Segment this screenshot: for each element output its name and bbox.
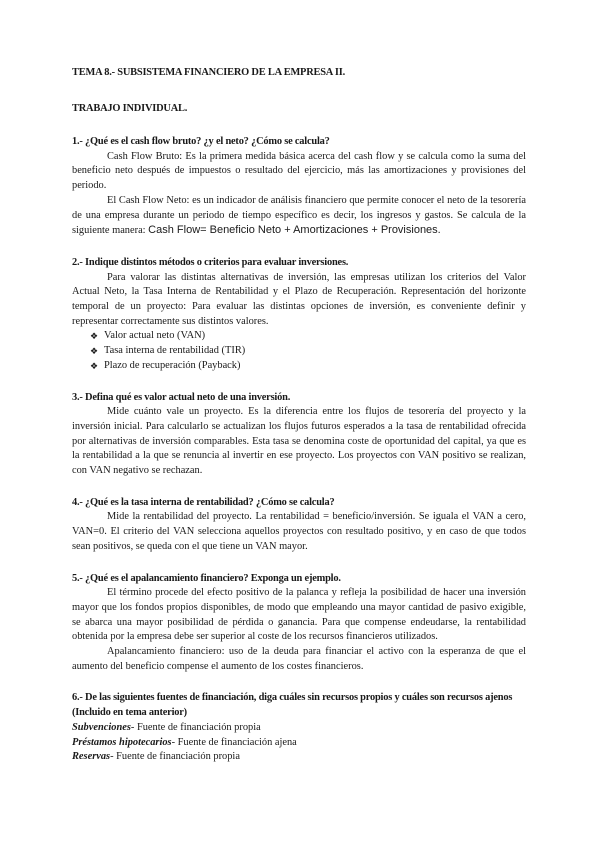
answer-1-paragraph-2 xyxy=(72,194,526,239)
list-item xyxy=(90,359,526,374)
financing-source-desc: - Fuente de financiación propia xyxy=(130,721,261,733)
answer-1-paragraph-2-text: El Cash Flow Neto: es un indicador de análisis financiero que permite conocer el neto de la tesorería de una empresa durante un periodo de tiempo específico es decir, los ingresos y gastos. Se calcula de la siguiente manera: xyxy=(72,194,526,237)
list-item-text: Valor actual neto (VAN) xyxy=(104,330,206,342)
financing-source-desc: - Fuente de financiación propia xyxy=(110,751,240,763)
criteria-bullet-list xyxy=(72,329,526,373)
answer-5-paragraph-1: El término procede del efecto positivo de la palanca y refleja la posibilidad de hacer una inversión mayor que los fondos propios disponibles, de modo que empleando una mayor cantidad de pasivo exigible, se abarca una mayor posibilidad de pérdida o ganancia. Para que compense endeudarse, la rentabilidad obtenida por la empresa debe ser superior al coste de los recursos financieros utilizados. xyxy=(72,587,526,643)
question-2-heading: 2.- Indique distintos métodos o criterios para evaluar inversiones. xyxy=(72,256,349,268)
diamond-bullet-icon: ❖ xyxy=(90,331,99,342)
answer-2-paragraph-1: Para valorar las distintas alternativas de inversión, las empresas utilizan los criterios del Valor Actual Neto, la Tasa Interna de Rentabilidad y el Plazo de Recuperación. Representación del horizonte temporal de un proyecto: Para evaluar las distintas opciones de inversión, es conveniente definir y representar correctamente sus distintos valores. xyxy=(72,271,526,327)
document-page xyxy=(72,66,526,765)
question-1-heading: 1.- ¿Qué es el cash flow bruto? ¿y el neto? ¿Cómo se calcula? xyxy=(72,136,330,147)
document-subtitle: TRABAJO INDIVIDUAL. xyxy=(72,103,188,114)
answer-5-paragraph-2: Apalancamiento financiero: uso de la deuda para financiar el activo con la esperanza de que el aumento del beneficio compense el aumento de los costes financieros. xyxy=(72,646,526,672)
financing-source-row xyxy=(72,750,526,765)
financing-source-term: Préstamos hipotecarios xyxy=(72,736,172,748)
financing-source-desc: - Fuente de financiación ajena xyxy=(171,736,297,748)
diamond-bullet-icon: ❖ xyxy=(90,346,99,357)
financing-source-term: Reservas xyxy=(72,751,111,763)
list-item-text: Tasa interna de rentabilidad (TIR) xyxy=(104,345,246,357)
list-item-text: Plazo de recuperación (Payback) xyxy=(104,359,241,371)
answer-3-paragraph-1: Mide cuánto vale un proyecto. Es la diferencia entre los flujos de tesorería del proyecto y la inversión inicial. Para calcularlo se actualizan los flujos futuros esperados a la tasa de rentabilidad ofrecida por alternativas de inversión comparables. Esta tasa se denomina coste de oportunidad del capital, ya que es la rentabilidad a la que se renuncia al invertir en ese proyecto. Los proyectos con VAN positivo se realizan, con VAN negativo se rechazan. xyxy=(72,406,526,477)
cash-flow-formula: Cash Flow= Beneficio Neto + Amortizaciones + Provisiones. xyxy=(148,224,441,237)
list-item xyxy=(90,329,526,344)
question-5-heading: 5.- ¿Qué es el apalancamiento financiero? Exponga un ejemplo. xyxy=(72,572,341,584)
financing-source-row xyxy=(72,736,526,751)
question-6-heading: 6.- De las siguientes fuentes de financiación, diga cuáles sin recursos propios y cuáles son recursos ajenos (Incluido en tema anterior) xyxy=(72,692,513,719)
financing-source-row xyxy=(72,721,526,736)
list-item xyxy=(90,344,526,359)
answer-1-paragraph-1: Cash Flow Bruto: Es la primera medida básica acerca del cash flow y se calcula como la suma del beneficio neto después de impuestos o resultado del ejercicio, más las amortizaciones y provisiones del periodo. xyxy=(72,150,526,192)
diamond-bullet-icon: ❖ xyxy=(90,360,99,371)
question-3-heading: 3.- Defina qué es valor actual neto de una inversión. xyxy=(72,391,291,403)
answer-4-paragraph-1: Mide la rentabilidad del proyecto. La rentabilidad = beneficio/inversión. Se iguala el VAN a cero, VAN=0. El criterio del VAN selecciona aquellos proyectos con resultado positivo, y en caso de que todos sean positivos, se queda con el que tiene un VAN mayor. xyxy=(72,511,526,552)
question-4-heading: 4.- ¿Qué es la tasa interna de rentabilidad? ¿Cómo se calcula? xyxy=(72,496,335,508)
financing-source-term: Subvenciones xyxy=(72,721,131,733)
document-title: TEMA 8.- SUBSISTEMA FINANCIERO DE LA EMPRESA II. xyxy=(72,67,346,78)
